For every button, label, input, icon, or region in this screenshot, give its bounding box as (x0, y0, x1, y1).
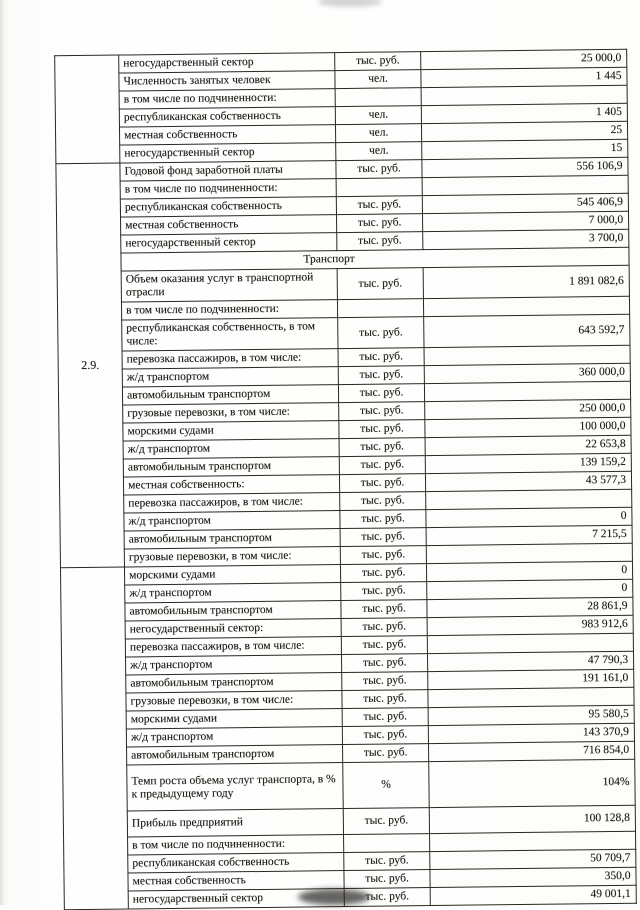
row-value-cell (423, 296, 629, 316)
row-label-cell: Годовой фонд заработной платы (120, 161, 336, 181)
row-value-cell: 7 000,0 (422, 211, 628, 231)
section-number-cell (55, 55, 120, 164)
row-label-cell: автомобильным транспортом (124, 529, 340, 549)
row-label-cell: Темп роста объема услуг транспорта, в % к предыдущему году (127, 763, 344, 811)
row-value-cell: 1 405 (421, 103, 627, 123)
row-label-cell: ж/д транспортом (123, 439, 339, 459)
row-unit-cell: тыс. руб. (338, 366, 424, 385)
row-unit-cell: тыс. руб. (336, 160, 422, 179)
row-value-cell: 25 (421, 121, 627, 141)
row-unit-cell: тыс. руб. (339, 438, 425, 457)
row-value-cell (430, 831, 636, 851)
row-unit-cell: тыс. руб. (341, 618, 427, 637)
report-table-body (55, 49, 637, 909)
row-unit-cell: тыс. руб. (335, 52, 421, 71)
row-unit-cell: тыс. руб. (337, 232, 423, 251)
row-value-cell: 0 (426, 561, 632, 581)
row-unit-cell: тыс. руб. (344, 870, 430, 889)
row-label-cell: негосударственный сектор (128, 889, 344, 909)
row-value-cell: 139 159,2 (425, 453, 631, 473)
report-table (54, 49, 637, 910)
row-unit-cell: тыс. руб. (341, 600, 427, 619)
row-unit-cell: тыс. руб. (340, 528, 426, 547)
row-value-cell: 545 406,9 (422, 193, 628, 213)
row-value-cell: 49 001,1 (430, 885, 636, 905)
row-label-cell: в том числе по подчиненности: (119, 89, 335, 109)
row-value-cell (422, 175, 628, 195)
row-label-cell: автомобильным транспортом (123, 457, 339, 477)
row-value-cell: 350,0 (430, 867, 636, 887)
row-unit-cell (337, 299, 423, 318)
row-label-cell: морскими судами (123, 421, 339, 441)
row-value-cell: 7 215,5 (426, 525, 632, 545)
row-value-cell: 104% (429, 759, 636, 807)
row-unit-cell: % (343, 762, 430, 809)
row-label-cell: грузовые перевозки, в том числе: (126, 691, 342, 711)
row-unit-cell: тыс. руб. (341, 654, 427, 673)
row-label-cell: негосударственный сектор: (125, 619, 341, 639)
row-value-cell: 100 000,0 (425, 417, 631, 437)
scan-smudge-top (318, 0, 382, 7)
report-table-container (54, 49, 637, 910)
row-label-cell: республиканская собственность (119, 107, 335, 127)
row-unit-cell: тыс. руб. (341, 582, 427, 601)
row-label-cell: негосударственный сектор (119, 53, 335, 73)
row-value-cell: 43 577,3 (425, 471, 631, 491)
row-unit-cell: чел. (335, 106, 421, 125)
row-value-cell (424, 345, 630, 365)
row-label-cell: негосударственный сектор (120, 143, 336, 163)
row-label-cell: ж/д транспортом (122, 367, 338, 387)
row-label-cell: республиканская собственность (120, 197, 336, 217)
row-value-cell (426, 489, 632, 509)
row-unit-cell: тыс. руб. (340, 510, 426, 529)
row-label-cell: республиканская собственность (128, 853, 344, 873)
row-unit-cell: тыс. руб. (342, 708, 428, 727)
row-value-cell: 716 854,0 (429, 741, 635, 761)
row-unit-cell: чел. (336, 142, 422, 161)
section-number-cell (60, 567, 128, 910)
row-value-cell: 3 700,0 (423, 229, 629, 249)
row-unit-cell (336, 178, 422, 197)
row-unit-cell: тыс. руб. (337, 268, 423, 300)
row-unit-cell: тыс. руб. (344, 888, 430, 907)
row-label-cell: Прибыль предприятий (127, 809, 343, 837)
row-unit-cell: тыс. руб. (340, 546, 426, 565)
row-label-cell: местная собственность: (123, 475, 339, 495)
row-unit-cell: тыс. руб. (343, 744, 429, 763)
row-value-cell: 556 106,9 (422, 157, 628, 177)
row-label-cell: автомобильным транспортом (122, 385, 338, 405)
row-unit-cell: тыс. руб. (342, 726, 428, 745)
row-unit-cell: тыс. руб. (342, 690, 428, 709)
row-value-cell: 28 861,9 (427, 597, 633, 617)
row-label-cell: Численность занятых человек (119, 71, 335, 91)
row-value-cell: 100 128,8 (429, 805, 635, 833)
row-label-cell: перевозка пассажиров, в том числе: (125, 637, 341, 657)
row-label-cell: Объем оказания услуг в транспортной отрасли (121, 269, 337, 302)
row-label-cell: автомобильным транспортом (126, 673, 342, 693)
row-value-cell: 22 653,8 (425, 435, 631, 455)
row-label-cell: автомобильным транспортом (127, 745, 343, 765)
row-label-cell: местная собственность (128, 871, 344, 891)
row-value-cell: 1 891 082,6 (423, 265, 629, 298)
row-value-cell: 15 (422, 139, 628, 159)
row-value-cell: 50 709,7 (430, 849, 636, 869)
scan-edge-shade (0, 0, 4, 905)
row-label-cell: ж/д транспортом (125, 655, 341, 675)
row-label-cell: морскими судами (124, 565, 340, 585)
row-value-cell: 95 580,5 (428, 705, 634, 725)
row-unit-cell (344, 834, 430, 853)
row-unit-cell: тыс. руб. (343, 808, 429, 835)
row-label-cell: республиканская собственность, в том числе: (122, 318, 338, 351)
row-value-cell: 643 592,7 (424, 314, 630, 347)
section-number-cell: 2.9. (56, 163, 125, 568)
row-unit-cell: тыс. руб. (340, 564, 426, 583)
row-label-cell: грузовые перевозки, в том числе: (124, 547, 340, 567)
row-unit-cell: тыс. руб. (339, 420, 425, 439)
row-label-cell: негосударственный сектор (121, 233, 337, 253)
row-value-cell: 0 (426, 507, 632, 527)
row-label-cell: грузовые перевозки, в том числе: (123, 403, 339, 423)
row-label-cell: местная собственность (121, 215, 337, 235)
row-value-cell: 1 445 (421, 67, 627, 87)
row-unit-cell: тыс. руб. (339, 402, 425, 421)
row-label-cell: перевозка пассажиров, в том числе: (122, 349, 338, 369)
row-value-cell: 360 000,0 (424, 363, 630, 383)
row-unit-cell: тыс. руб. (336, 214, 422, 233)
row-value-cell: 143 370,9 (428, 723, 634, 743)
row-label-cell: в том числе по подчиненности: (128, 835, 344, 855)
row-value-cell (426, 543, 632, 563)
row-unit-cell: тыс. руб. (339, 474, 425, 493)
row-unit-cell: тыс. руб. (341, 636, 427, 655)
row-unit-cell: тыс. руб. (338, 317, 424, 349)
row-label-cell: ж/д транспортом (125, 583, 341, 603)
row-label-cell: в том числе по подчиненности: (120, 179, 336, 199)
row-unit-cell: тыс. руб. (344, 852, 430, 871)
row-label-cell: ж/д транспортом (124, 511, 340, 531)
row-value-cell: 25 000,0 (421, 49, 627, 69)
row-label-cell: местная собственность (119, 125, 335, 145)
row-label-cell: автомобильным транспортом (125, 601, 341, 621)
row-unit-cell: чел. (335, 124, 421, 143)
table-row (63, 759, 635, 811)
row-unit-cell (335, 88, 421, 107)
row-label-cell: в том числе по подчиненности: (121, 300, 337, 320)
row-value-cell: 47 790,3 (427, 651, 633, 671)
row-value-cell (424, 381, 630, 401)
row-unit-cell: чел. (335, 70, 421, 89)
row-value-cell: 250 000,0 (425, 399, 631, 419)
row-value-cell: 191 161,0 (428, 669, 634, 689)
row-value-cell: 983 912,6 (427, 615, 633, 635)
row-unit-cell: тыс. руб. (340, 492, 426, 511)
row-value-cell (427, 633, 633, 653)
row-value-cell (428, 687, 634, 707)
row-label-cell: перевозка пассажиров, в том числе: (124, 493, 340, 513)
row-label-cell: ж/д транспортом (126, 727, 342, 747)
row-unit-cell: тыс. руб. (342, 672, 428, 691)
row-unit-cell: тыс. руб. (338, 348, 424, 367)
section-title-cell: Транспорт (121, 247, 629, 271)
row-label-cell: морскими судами (126, 709, 342, 729)
row-unit-cell: тыс. руб. (339, 456, 425, 475)
row-unit-cell: тыс. руб. (338, 384, 424, 403)
row-value-cell: 0 (427, 579, 633, 599)
row-value-cell (421, 85, 627, 105)
row-unit-cell: тыс. руб. (336, 196, 422, 215)
